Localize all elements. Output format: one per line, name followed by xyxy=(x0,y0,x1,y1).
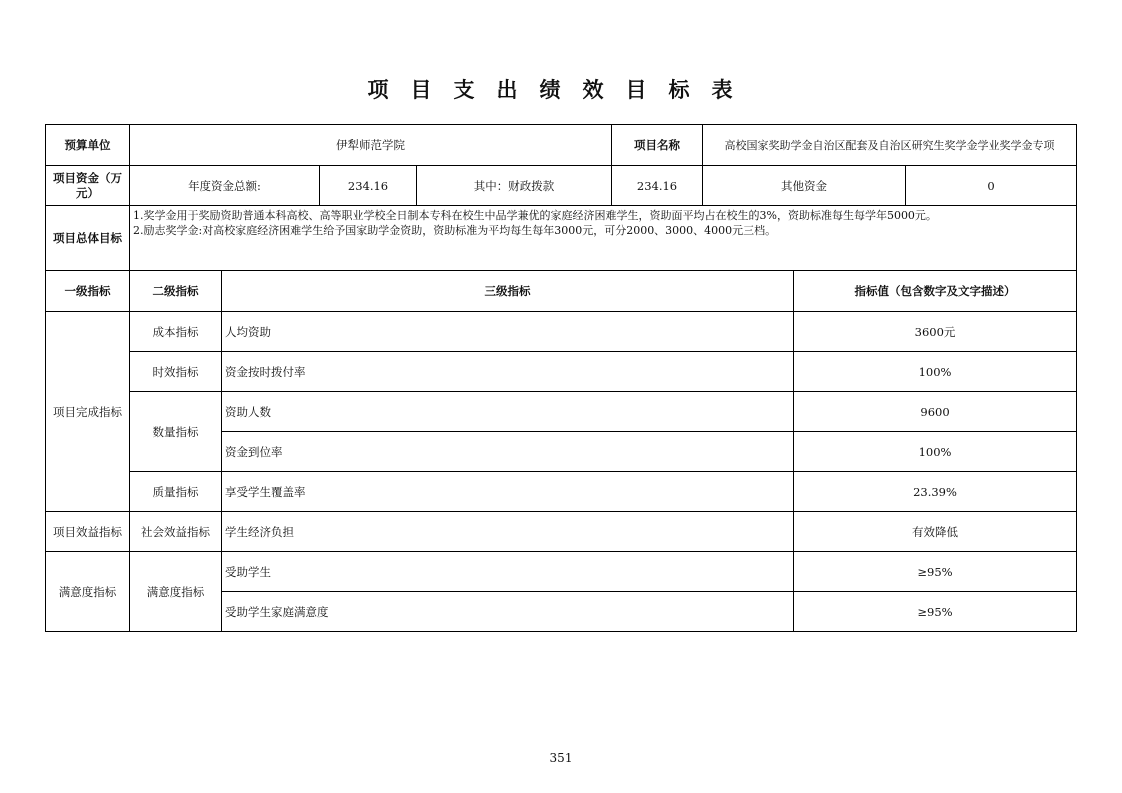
project-name-label: 项目名称 xyxy=(612,125,703,166)
table-row xyxy=(46,352,1077,392)
indicator-name: 受助学生家庭满意度 xyxy=(222,592,794,632)
table-row xyxy=(46,392,1077,432)
indicator-value: ≥95% xyxy=(794,592,1077,632)
fiscal-allocation-value: 234.16 xyxy=(612,166,703,206)
header-level2: 二级指标 xyxy=(130,271,222,312)
indicator-value: 100% xyxy=(794,352,1077,392)
row-budget-unit xyxy=(46,125,1077,166)
project-funds-label: 项目资金（万元） xyxy=(46,166,130,206)
indicator-name: 学生经济负担 xyxy=(222,512,794,552)
indicator-value: 23.39% xyxy=(794,472,1077,512)
goal-line-2: 2.励志奖学金:对高校家庭经济困难学生给予国家助学金资助，资助标准为平均每生每年3000元，可分2000、3000、4000元三档。 xyxy=(133,224,777,237)
performance-target-table xyxy=(45,124,1077,632)
table-row xyxy=(46,552,1077,592)
sub-timeliness: 时效指标 xyxy=(130,352,222,392)
indicator-value: ≥95% xyxy=(794,552,1077,592)
indicator-name: 人均资助 xyxy=(222,312,794,352)
other-funds-value: 0 xyxy=(906,166,1077,206)
indicator-name: 受助学生 xyxy=(222,552,794,592)
indicator-name: 资金按时拨付率 xyxy=(222,352,794,392)
header-level1: 一级指标 xyxy=(46,271,130,312)
annual-total-label: 年度资金总额: xyxy=(130,166,320,206)
project-name-value: 高校国家奖助学金自治区配套及自治区研究生奖学金学业奖学金专项 xyxy=(703,125,1077,166)
sub-satisfaction: 满意度指标 xyxy=(130,552,222,632)
indicator-name: 资金到位率 xyxy=(222,432,794,472)
sub-quantity: 数量指标 xyxy=(130,392,222,472)
budget-unit-value: 伊犁师范学院 xyxy=(130,125,612,166)
table-row xyxy=(46,512,1077,552)
budget-unit-label: 预算单位 xyxy=(46,125,130,166)
annual-total-value: 234.16 xyxy=(320,166,417,206)
goal-line-1: 1.奖学金用于奖励资助普通本科高校、高等职业学校全日制本专科在校生中品学兼优的家庭经济困难学生，资助面平均占在校生的3%，资助标准每生每学年5000元。 xyxy=(133,209,937,222)
row-overall-goal xyxy=(46,206,1077,271)
group-completion: 项目完成指标 xyxy=(46,312,130,512)
indicator-name: 资助人数 xyxy=(222,392,794,432)
table-row xyxy=(46,472,1077,512)
sub-quality: 质量指标 xyxy=(130,472,222,512)
indicator-value: 100% xyxy=(794,432,1077,472)
overall-goal-text xyxy=(130,206,1077,271)
row-project-funds xyxy=(46,166,1077,206)
row-indicator-headers xyxy=(46,271,1077,312)
group-benefit: 项目效益指标 xyxy=(46,512,130,552)
page-number: 351 xyxy=(549,751,573,765)
sub-cost: 成本指标 xyxy=(130,312,222,352)
page-title: 项目支出绩效目标表 xyxy=(367,78,755,102)
indicator-value: 有效降低 xyxy=(794,512,1077,552)
table-row xyxy=(46,312,1077,352)
indicator-value: 9600 xyxy=(794,392,1077,432)
fiscal-allocation-label: 其中：财政拨款 xyxy=(417,166,612,206)
overall-goal-label: 项目总体目标 xyxy=(46,206,130,271)
other-funds-label: 其他资金 xyxy=(703,166,906,206)
header-level3: 三级指标 xyxy=(222,271,794,312)
header-indicator-value: 指标值（包含数字及文字描述） xyxy=(794,271,1077,312)
indicator-value: 3600元 xyxy=(794,312,1077,352)
sub-social: 社会效益指标 xyxy=(130,512,222,552)
group-satisfaction: 满意度指标 xyxy=(46,552,130,632)
indicator-name: 享受学生覆盖率 xyxy=(222,472,794,512)
